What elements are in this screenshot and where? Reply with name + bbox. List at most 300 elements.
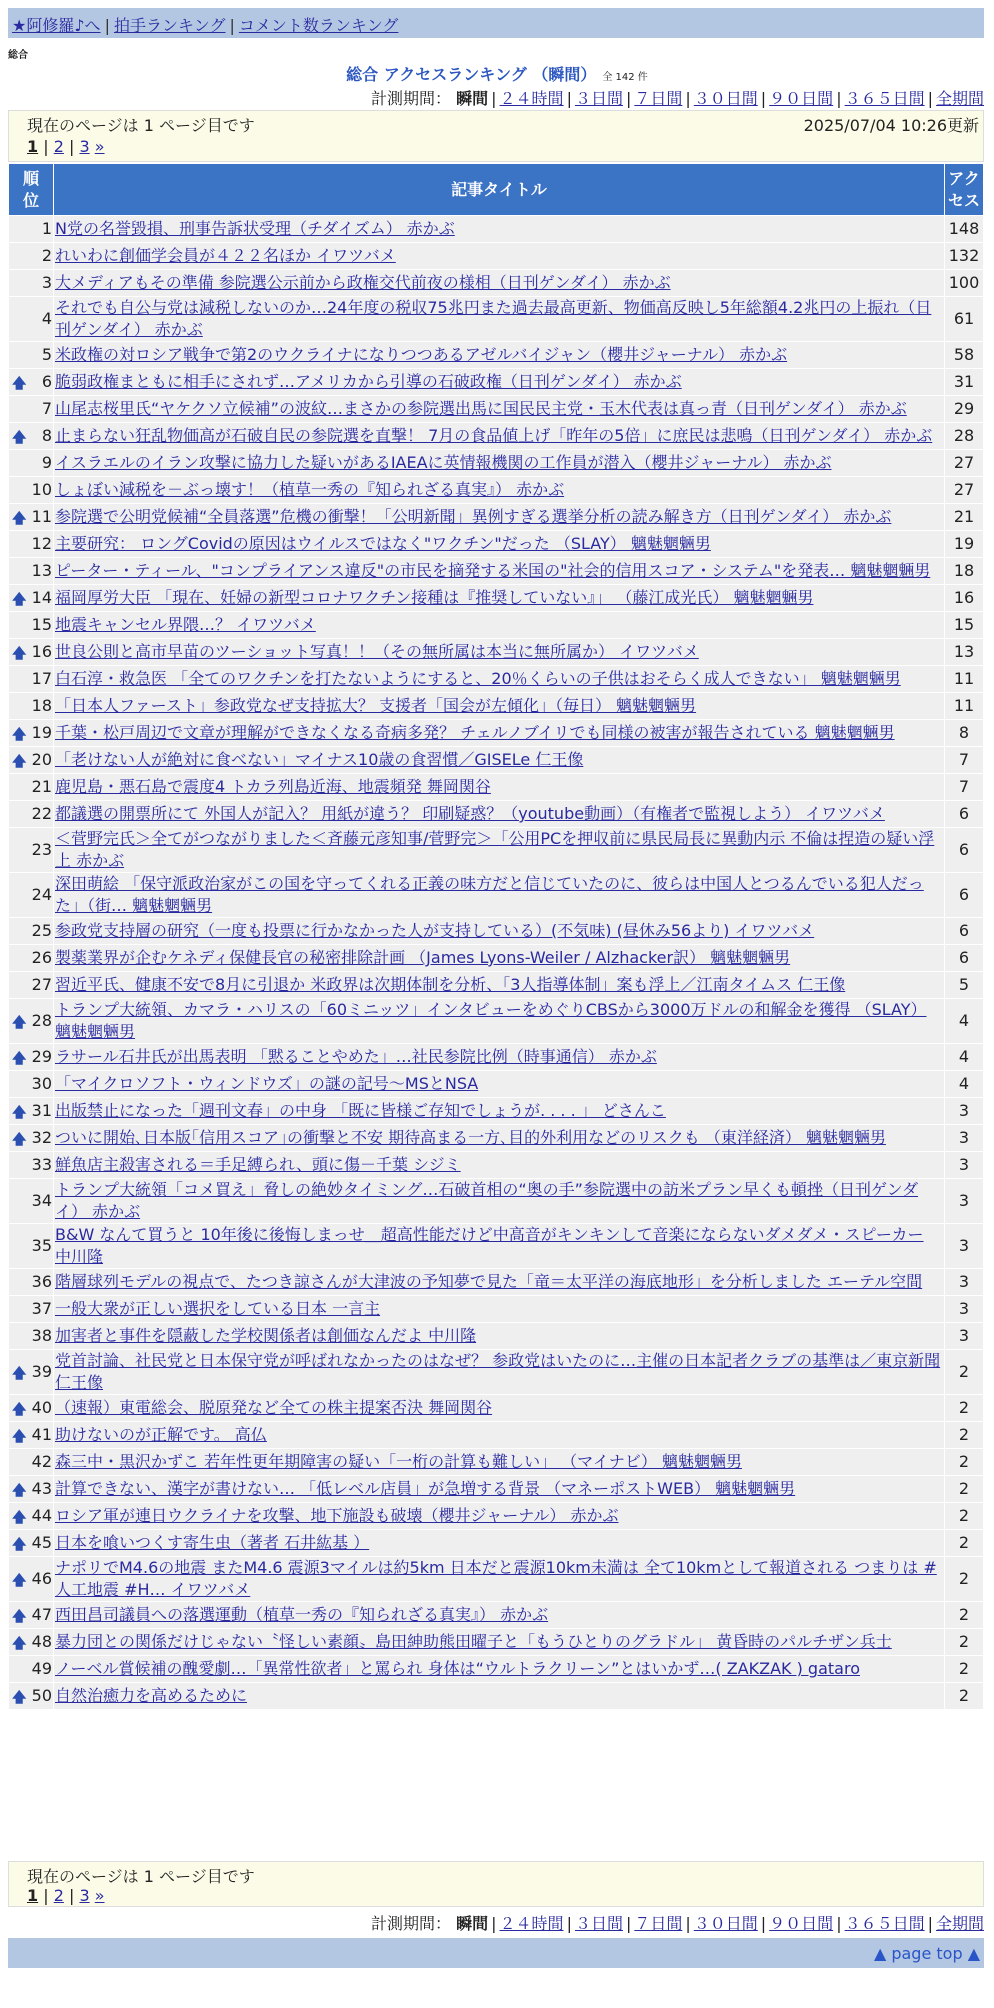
- rank-cell: [9, 243, 53, 269]
- access-count: 27: [945, 477, 983, 503]
- article-link[interactable]: 地震キャンセル界隈…？ イワツバメ: [55, 615, 316, 634]
- table-row: [9, 972, 983, 998]
- page-title-wrap: [0, 62, 994, 85]
- rank-up-arrow-icon: 🡅: [12, 727, 27, 743]
- pager-current: 1: [27, 137, 39, 156]
- table-row: [9, 1602, 983, 1628]
- period-all[interactable]: 全期間: [935, 1914, 984, 1933]
- rank-cell: [9, 999, 53, 1043]
- table-row: [9, 918, 983, 944]
- rank-number: 24: [31, 885, 52, 904]
- page-info: 現在のページは 1 ページ目です: [27, 116, 255, 135]
- access-count: 100: [945, 270, 983, 296]
- rank-cell: [9, 369, 53, 395]
- article-link[interactable]: 森三中・黒沢かずこ 若年性更年期障害の疑い「一桁の計算も難しい」 （マイナビ） 魑魅魍魎男: [55, 1452, 742, 1471]
- rank-up-arrow-icon: 🡅: [12, 376, 27, 392]
- table-row: [9, 450, 983, 476]
- rank-up-arrow-icon: 🡅: [12, 1429, 27, 1445]
- title-cell: [54, 1602, 944, 1628]
- article-link[interactable]: 鮮魚店主殺害される＝手足縛られ、頭に傷－千葉 シジミ: [55, 1155, 461, 1174]
- rank-number: 44: [31, 1506, 52, 1525]
- rank-cell: [9, 1098, 53, 1124]
- rank-number: 1: [41, 219, 52, 238]
- article-link[interactable]: 習近平氏、健康不安で8月に引退か 米政界は次期体制を分析、「3人指導体制」案も浮上／江南タイムス 仁王像: [55, 975, 846, 994]
- title-cell: [54, 558, 944, 584]
- table-row: [9, 1125, 983, 1151]
- access-count: 2: [945, 1557, 983, 1601]
- rank-number: 38: [31, 1326, 52, 1345]
- title-cell: [54, 1503, 944, 1529]
- table-row: [9, 1350, 983, 1394]
- title-cell: [54, 270, 944, 296]
- header-rank: 順位: [9, 164, 53, 215]
- table-row: [9, 1152, 983, 1178]
- article-link[interactable]: 「マイクロソフト・ウィンドウズ」の謎の記号～MSとNSA: [55, 1074, 479, 1093]
- table-row: [9, 531, 983, 557]
- title-cell: [54, 918, 944, 944]
- rank-up-arrow-icon: 🡅: [12, 1366, 27, 1382]
- table-row: [9, 1098, 983, 1124]
- period-current: 瞬間: [456, 1914, 489, 1933]
- pager-top: 1 | 2 | 3 »: [27, 137, 105, 156]
- title-cell: [54, 1125, 944, 1151]
- rank-number: 2: [41, 246, 52, 265]
- rank-number: 36: [31, 1272, 52, 1291]
- table-row: [9, 828, 983, 872]
- article-link[interactable]: 参政党支持層の研究（一度も投票に行かなかった人が支持している）(不気味) (昼休み56より) イワツバメ: [55, 921, 815, 940]
- table-row: [9, 423, 983, 449]
- table-row: [9, 477, 983, 503]
- table-row: [9, 873, 983, 917]
- period-90d[interactable]: ９０日間: [769, 89, 834, 108]
- article-link[interactable]: N党の名誉毀損、刑事告訴状受理（チダイズム） 赤かぶ: [55, 219, 455, 238]
- title-cell: [54, 297, 944, 341]
- rank-cell: [9, 720, 53, 746]
- title-cell: [54, 1296, 944, 1322]
- title-cell: [54, 1152, 944, 1178]
- rank-cell: [9, 450, 53, 476]
- title-cell: [54, 396, 944, 422]
- article-link[interactable]: 参院選で公明党候補“全員落選”危機の衝撃！「公明新聞」異例すぎる選挙分析の読み解き方（日刊ゲンダイ） 赤かぶ: [55, 507, 892, 526]
- table-row: [9, 558, 983, 584]
- period-365d[interactable]: ３６５日間: [844, 1914, 925, 1933]
- article-link[interactable]: 千葉・松戸周辺で文章が理解ができなくなる奇病多発？ チェルノブイリでも同様の被害が報告されている 魑魅魍魎男: [55, 723, 895, 742]
- table-row: [9, 1503, 983, 1529]
- title-cell: [54, 423, 944, 449]
- table-row: [9, 666, 983, 692]
- article-link[interactable]: 計算できない、漢字が書けない… 「低レベル店員」が急増する背景 （マネーポストWEB） 魑魅魍魎男: [55, 1479, 796, 1498]
- rank-cell: [9, 1071, 53, 1097]
- table-row: [9, 1449, 983, 1475]
- article-link[interactable]: 止まらない狂乱物価高が石破自民の参院選を直撃！ 7月の食品値上げ「昨年の5倍」に庶民は悲鳴（日刊ゲンダイ） 赤かぶ: [55, 426, 933, 445]
- title-cell: [54, 972, 944, 998]
- article-link[interactable]: 主要研究： ロングCovidの原因はウイルスではなく"ワクチン"だった （SLAY） 魑魅魍魎男: [55, 534, 711, 553]
- rank-up-arrow-icon: 🡅: [12, 1132, 27, 1148]
- title-cell: [54, 639, 944, 665]
- article-link[interactable]: 階層球列モデルの視点で、たつき諒さんが大津波の予知夢で見た「竜＝太平洋の海底地形」を分析しました エーテル空間: [55, 1272, 923, 1291]
- access-count: 3: [945, 1152, 983, 1178]
- rank-cell: [9, 1530, 53, 1556]
- table-row: [9, 1395, 983, 1421]
- rank-cell: [9, 1152, 53, 1178]
- table-row: [9, 801, 983, 827]
- article-link[interactable]: ＜菅野完氏＞全てがつながりました＜斉藤元彦知事/菅野完＞「公用PCを押収前に県民局長に異動内示 不倫は捏造の疑い浮上 赤かぶ: [55, 829, 935, 870]
- pager-next[interactable]: »: [94, 137, 105, 156]
- rank-number: 42: [31, 1452, 52, 1471]
- table-header-row: [9, 164, 983, 215]
- article-link[interactable]: 脆弱政権まともに相手にされず…アメリカから引導の石破政権（日刊ゲンダイ） 赤かぶ: [55, 372, 682, 391]
- access-count: 7: [945, 774, 983, 800]
- rank-up-arrow-icon: 🡅: [12, 1051, 27, 1067]
- article-link[interactable]: 西田昌司議員への落選運動（植草一秀の『知られざる真実』） 赤かぶ: [55, 1605, 549, 1624]
- rank-number: 32: [31, 1128, 52, 1147]
- article-link[interactable]: 「老けない人が絶対に食べない」マイナス10歳の食習慣／GISELe 仁王像: [55, 750, 584, 769]
- pager-next[interactable]: »: [94, 1886, 105, 1905]
- rank-cell: [9, 1395, 53, 1421]
- title-cell: [54, 1098, 944, 1124]
- article-link[interactable]: ピーター・ティール、"コンプライアンス違反"の市民を摘発する米国の"社会的信用スコア・システム"を発表… 魑魅魍魎男: [55, 561, 931, 580]
- article-link[interactable]: ロシア軍が連日ウクライナを攻撃、地下施設も破壊（櫻井ジャーナル） 赤かぶ: [55, 1506, 619, 1525]
- rank-up-arrow-icon: 🡅: [12, 1105, 27, 1121]
- rank-cell: [9, 774, 53, 800]
- period-90d[interactable]: ９０日間: [769, 1914, 834, 1933]
- access-count: 29: [945, 396, 983, 422]
- article-link[interactable]: 大メディアもその準備 参院選公示前から政権交代前夜の様相（日刊ゲンダイ） 赤かぶ: [55, 273, 671, 292]
- article-link[interactable]: 福岡厚労大臣 「現在、妊婦の新型コロナワクチン接種は『推奨していない』」 （藤江成光氏） 魑魅魍魎男: [55, 588, 814, 607]
- access-count: 2: [945, 1656, 983, 1682]
- access-count: 58: [945, 342, 983, 368]
- rank-number: 46: [31, 1569, 52, 1588]
- page-info-box-bottom: [8, 1861, 984, 1907]
- access-count: 2: [945, 1530, 983, 1556]
- rank-cell: [9, 216, 53, 242]
- pager-page-3[interactable]: 3: [79, 1886, 90, 1905]
- table-row: [9, 720, 983, 746]
- table-row: [9, 1656, 983, 1682]
- access-count: 27: [945, 450, 983, 476]
- rank-up-arrow-icon: 🡅: [12, 1510, 27, 1526]
- rank-number: 27: [31, 975, 52, 994]
- article-link[interactable]: 都議選の開票所にて 外国人が記入？ 用紙が違う？ 印刷疑惑？（youtube動画）（有権者で監視しよう） イワツバメ: [55, 804, 885, 823]
- article-link[interactable]: トランプ大統領「コメ買え」脅しの絶妙タイミング…石破首相の“奥の手”参院選中の訪米プラン早くも頓挫（日刊ゲンダイ） 赤かぶ: [55, 1180, 918, 1221]
- rank-up-arrow-icon: 🡅: [12, 1690, 27, 1706]
- table-row: [9, 297, 983, 341]
- article-link[interactable]: 鹿児島・悪石島で震度4 トカラ列島近海、地震頻発 舞岡関谷: [55, 777, 491, 796]
- page-info: 現在のページは 1 ページ目です: [27, 1867, 255, 1886]
- rank-number: 9: [41, 453, 52, 472]
- access-count: 6: [945, 873, 983, 917]
- title-cell: [54, 828, 944, 872]
- access-count: 4: [945, 1044, 983, 1070]
- access-count: 4: [945, 1071, 983, 1097]
- table-row: [9, 369, 983, 395]
- rank-number: 49: [31, 1659, 52, 1678]
- access-count: 2: [945, 1476, 983, 1502]
- article-link[interactable]: 「日本人ファースト」参政党なぜ支持拡大？ 支援者「国会が左傾化」（毎日） 魑魅魍魎男: [55, 696, 697, 715]
- table-row: [9, 1224, 983, 1268]
- period-24h[interactable]: ２４時間: [499, 1914, 564, 1933]
- article-link[interactable]: 米政権の対ロシア戦争で第2のウクライナになりつつあるアゼルバイジャン（櫻井ジャーナル） 赤かぶ: [55, 345, 788, 364]
- rank-cell: [9, 801, 53, 827]
- rank-cell: [9, 1449, 53, 1475]
- rank-number: 37: [31, 1299, 52, 1318]
- category-label: 総合: [8, 50, 28, 61]
- rank-number: 14: [31, 588, 52, 607]
- title-cell: [54, 747, 944, 773]
- rank-up-arrow-icon: 🡅: [12, 1402, 27, 1418]
- period-selector-top: 計測期間： 瞬間 | ２４時間 | ３日間 | ７日間 | ３０日間 | ９０日間 | ３６５日間 | 全期間: [371, 89, 984, 108]
- title-cell: [54, 1530, 944, 1556]
- rank-number: 19: [31, 723, 52, 742]
- article-link[interactable]: 出版禁止になった「週刊文春」の中身 「既に皆様ご存知でしょうが. . . . 」 どさんこ: [55, 1101, 666, 1120]
- access-count: 3: [945, 1224, 983, 1268]
- access-count: 61: [945, 297, 983, 341]
- rank-up-arrow-icon: 🡅: [12, 1483, 27, 1499]
- rank-number: 11: [31, 507, 52, 526]
- top-nav-links: [12, 13, 398, 36]
- article-link[interactable]: トランプ大統領、カマラ・ハリスの「60ミニッツ」インタビューをめぐりCBSから3000万ドルの和解金を獲得 （SLAY） 魑魅魍魎男: [55, 1000, 927, 1041]
- access-count: 2: [945, 1602, 983, 1628]
- access-count: 2: [945, 1449, 983, 1475]
- rank-up-arrow-icon: 🡅: [12, 430, 27, 446]
- rank-cell: [9, 972, 53, 998]
- page-top-link[interactable]: ▲ page top ▲: [873, 1944, 980, 1963]
- rank-cell: [9, 585, 53, 611]
- pager-page-3[interactable]: 3: [79, 137, 90, 156]
- pager-page-2[interactable]: 2: [53, 1886, 64, 1905]
- link-clap-ranking[interactable]: 拍手ランキング: [113, 16, 226, 35]
- table-row: [9, 342, 983, 368]
- title-cell: [54, 1395, 944, 1421]
- rank-up-arrow-icon: 🡅: [12, 1537, 27, 1553]
- access-count: 3: [945, 1125, 983, 1151]
- article-link[interactable]: ナポリでM4.6の地震 またM4.6 震源3マイルは約5km 日本だと震源10km未満は 全て10kmとして報道される つまりは #人工地震 #H… イワツバメ: [55, 1558, 937, 1599]
- period-30d[interactable]: ３０日間: [693, 1914, 758, 1933]
- rank-number: 18: [31, 696, 52, 715]
- table-row: [9, 1269, 983, 1295]
- page-title: 総合 アクセスランキング （瞬間）: [346, 65, 597, 84]
- article-link[interactable]: イスラエルのイラン攻撃に協力した疑いがあるIAEAに英情報機関の工作員が潜入（櫻井ジャーナル） 赤かぶ: [55, 453, 832, 472]
- rank-number: 6: [41, 372, 52, 391]
- separator: |: [104, 16, 110, 35]
- title-cell: [54, 342, 944, 368]
- title-cell: [54, 216, 944, 242]
- ranking-table: [8, 163, 984, 1710]
- rank-cell: [9, 477, 53, 503]
- pager-current: 1: [27, 1886, 39, 1905]
- rank-cell: [9, 297, 53, 341]
- access-count: 3: [945, 1296, 983, 1322]
- rank-cell: [9, 747, 53, 773]
- title-cell: [54, 693, 944, 719]
- period-24h[interactable]: ２４時間: [499, 89, 564, 108]
- article-link[interactable]: 自然治癒力を高めるために: [55, 1686, 248, 1705]
- access-count: 3: [945, 1098, 983, 1124]
- rank-number: 15: [31, 615, 52, 634]
- rank-cell: [9, 1323, 53, 1349]
- access-count: 21: [945, 504, 983, 530]
- article-link[interactable]: ラサール石井氏が出馬表明 「黙ることやめた」…社民参院比例（時事通信） 赤かぶ: [55, 1047, 657, 1066]
- period-3d[interactable]: ３日間: [574, 89, 623, 108]
- table-row: [9, 999, 983, 1043]
- title-cell: [54, 666, 944, 692]
- updated-time: 2025/07/04 10:26更新: [803, 116, 979, 135]
- rank-cell: [9, 1179, 53, 1223]
- rank-up-arrow-icon: 🡅: [12, 1609, 27, 1625]
- title-cell: [54, 1071, 944, 1097]
- rank-cell: [9, 1683, 53, 1709]
- article-link[interactable]: 党首討論、社民党と日本保守党が呼ばれなかったのはなぜ？ 参政党はいたのに…主催の日本記者クラブの基準は／東京新聞 仁王像: [55, 1351, 941, 1392]
- header-access: アクセス: [945, 164, 983, 215]
- title-cell: [54, 369, 944, 395]
- rank-cell: [9, 504, 53, 530]
- access-count: 6: [945, 828, 983, 872]
- table-row: [9, 612, 983, 638]
- table-row: [9, 1683, 983, 1709]
- period-3d[interactable]: ３日間: [574, 1914, 623, 1933]
- period-all[interactable]: 全期間: [935, 89, 984, 108]
- rank-number: 4: [41, 309, 52, 328]
- rank-cell: [9, 1602, 53, 1628]
- article-link[interactable]: 加害者と事件を隠蔽した学校関係者は創価なんだよ 中川隆: [55, 1326, 477, 1345]
- page-info-box-top: [8, 110, 984, 162]
- rank-number: 29: [31, 1047, 52, 1066]
- title-cell: [54, 1269, 944, 1295]
- period-7d[interactable]: ７日間: [634, 89, 683, 108]
- period-selector-bottom: 計測期間： 瞬間 | ２４時間 | ３日間 | ７日間 | ３０日間 | ９０日間 | ３６５日間 | 全期間: [371, 1914, 984, 1933]
- rank-number: 3: [41, 273, 52, 292]
- table-row: [9, 774, 983, 800]
- article-link[interactable]: ノーベル賞候補の醜愛劇…「異常性欲者」と罵られ 身体は“ウルトラクリーン”とはいかず…( ZAKZAK ) gataro: [55, 1659, 860, 1678]
- rank-number: 40: [31, 1398, 52, 1417]
- rank-cell: [9, 1296, 53, 1322]
- rank-cell: [9, 918, 53, 944]
- rank-up-arrow-icon: 🡅: [12, 511, 27, 527]
- rank-cell: [9, 396, 53, 422]
- period-30d[interactable]: ３０日間: [693, 89, 758, 108]
- rank-cell: [9, 873, 53, 917]
- rank-cell: [9, 945, 53, 971]
- table-row: [9, 693, 983, 719]
- rank-number: 17: [31, 669, 52, 688]
- title-cell: [54, 243, 944, 269]
- period-current: 瞬間: [456, 89, 489, 108]
- title-cell: [54, 1224, 944, 1268]
- link-asyura-home[interactable]: ★阿修羅♪へ: [12, 16, 101, 35]
- separator: |: [229, 16, 235, 35]
- title-cell: [54, 504, 944, 530]
- pager-page-2[interactable]: 2: [53, 137, 64, 156]
- rank-number: 23: [31, 840, 52, 859]
- table-row: [9, 1296, 983, 1322]
- title-cell: [54, 1629, 944, 1655]
- pager-bottom: 1 | 2 | 3 »: [27, 1886, 105, 1905]
- period-label: 計測期間：: [371, 1914, 452, 1933]
- article-link[interactable]: 世良公則と高市早苗のツーショット写真！！（その無所属は本当に無所属か） イワツバメ: [55, 642, 699, 661]
- rank-number: 30: [31, 1074, 52, 1093]
- article-link[interactable]: 一般大衆が正しい選択をしている日本 一言主: [55, 1299, 381, 1318]
- title-cell: [54, 531, 944, 557]
- title-cell: [54, 801, 944, 827]
- rank-number: 21: [31, 777, 52, 796]
- title-cell: [54, 1557, 944, 1601]
- article-link[interactable]: （速報）東電総会、脱原発など全ての株主提案否決 舞岡関谷: [55, 1398, 493, 1417]
- access-count: 6: [945, 801, 983, 827]
- period-7d[interactable]: ７日間: [634, 1914, 683, 1933]
- total-count: 全 142 件: [602, 72, 648, 83]
- access-count: 18: [945, 558, 983, 584]
- title-cell: [54, 1422, 944, 1448]
- title-cell: [54, 1683, 944, 1709]
- access-count: 148: [945, 216, 983, 242]
- title-cell: [54, 450, 944, 476]
- article-link[interactable]: 製薬業界が企むケネディ保健長官の秘密排除計画 （James Lyons-Weiler / Alzhacker訳） 魑魅魍魎男: [55, 948, 791, 967]
- access-count: 4: [945, 999, 983, 1043]
- access-count: 2: [945, 1395, 983, 1421]
- rank-cell: [9, 1629, 53, 1655]
- access-count: 2: [945, 1629, 983, 1655]
- article-link[interactable]: B&W なんて買うと 10年後に後悔しまっせ＿超高性能だけど中高音がキンキンして音楽にならないダメダメ・スピーカー 中川隆: [55, 1225, 924, 1266]
- access-count: 11: [945, 666, 983, 692]
- period-label: 計測期間：: [371, 89, 452, 108]
- title-cell: [54, 585, 944, 611]
- period-365d[interactable]: ３６５日間: [844, 89, 925, 108]
- rank-cell: [9, 558, 53, 584]
- link-comment-ranking[interactable]: コメント数ランキング: [238, 16, 399, 35]
- access-count: 6: [945, 945, 983, 971]
- access-count: 16: [945, 585, 983, 611]
- table-row: [9, 243, 983, 269]
- table-row: [9, 396, 983, 422]
- article-link[interactable]: しょぼい減税を－ぶっ壊す！（植草一秀の『知られざる真実』） 赤かぶ: [55, 480, 565, 499]
- rank-number: 12: [31, 534, 52, 553]
- table-row: [9, 270, 983, 296]
- title-cell: [54, 873, 944, 917]
- access-count: 13: [945, 639, 983, 665]
- title-cell: [54, 477, 944, 503]
- rank-number: 45: [31, 1533, 52, 1552]
- article-link[interactable]: 日本を喰いつくす寄生虫（著者 石井紘基 ）: [55, 1533, 370, 1552]
- rank-number: 35: [31, 1236, 52, 1255]
- article-link[interactable]: 山尾志桜里氏“ヤケクソ立候補”の波紋…まさかの参院選出馬に国民民主党・玉木代表は真っ青（日刊ゲンダイ） 赤かぶ: [55, 399, 907, 418]
- rank-number: 31: [31, 1101, 52, 1120]
- title-cell: [54, 1350, 944, 1394]
- table-row: [9, 1044, 983, 1070]
- rank-number: 8: [41, 426, 52, 445]
- rank-cell: [9, 270, 53, 296]
- article-link[interactable]: 深田萌絵 「保守派政治家がこの国を守ってくれる正義の味方だと信じていたのに、彼らは中国人とつるんでいる犯人だった」（街… 魑魅魍魎男: [55, 874, 924, 915]
- table-row: [9, 1071, 983, 1097]
- rank-cell: [9, 423, 53, 449]
- rank-number: 43: [31, 1479, 52, 1498]
- article-link[interactable]: 白石淳・救急医 「全てのワクチンを打たないようにすると、20％くらいの子供はおそらく成人できない」 魑魅魍魎男: [55, 669, 901, 688]
- header-title: 記事タイトル: [54, 164, 944, 215]
- rank-cell: [9, 1422, 53, 1448]
- article-link[interactable]: ついに開始､日本版｢信用スコア｣の衝撃と不安 期待高まる一方､目的外利用などのリスクも （東洋経済） 魑魅魍魎男: [55, 1128, 886, 1147]
- rank-cell: [9, 666, 53, 692]
- table-row: [9, 1629, 983, 1655]
- article-link[interactable]: 助けないのが正解です。 高仏: [55, 1425, 267, 1444]
- rank-number: 16: [31, 642, 52, 661]
- rank-number: 13: [31, 561, 52, 580]
- rank-cell: [9, 1656, 53, 1682]
- article-link[interactable]: それでも自公与党は減税しないのか…24年度の税収75兆円また過去最高更新、物価高反映し5年総額4.2兆円の上振れ（日刊ゲンダイ） 赤かぶ: [55, 298, 932, 339]
- article-link[interactable]: 暴力団との関係だけじゃない〝怪しい素顔〟島田紳助熊田曜子と「もうひとりのグラドル」 黄昏時のパルチザン兵士: [55, 1632, 892, 1651]
- rank-number: 34: [31, 1191, 52, 1210]
- rank-cell: [9, 693, 53, 719]
- title-cell: [54, 945, 944, 971]
- article-link[interactable]: れいわに創価学会員が４２２名ほか イワツバメ: [55, 246, 396, 265]
